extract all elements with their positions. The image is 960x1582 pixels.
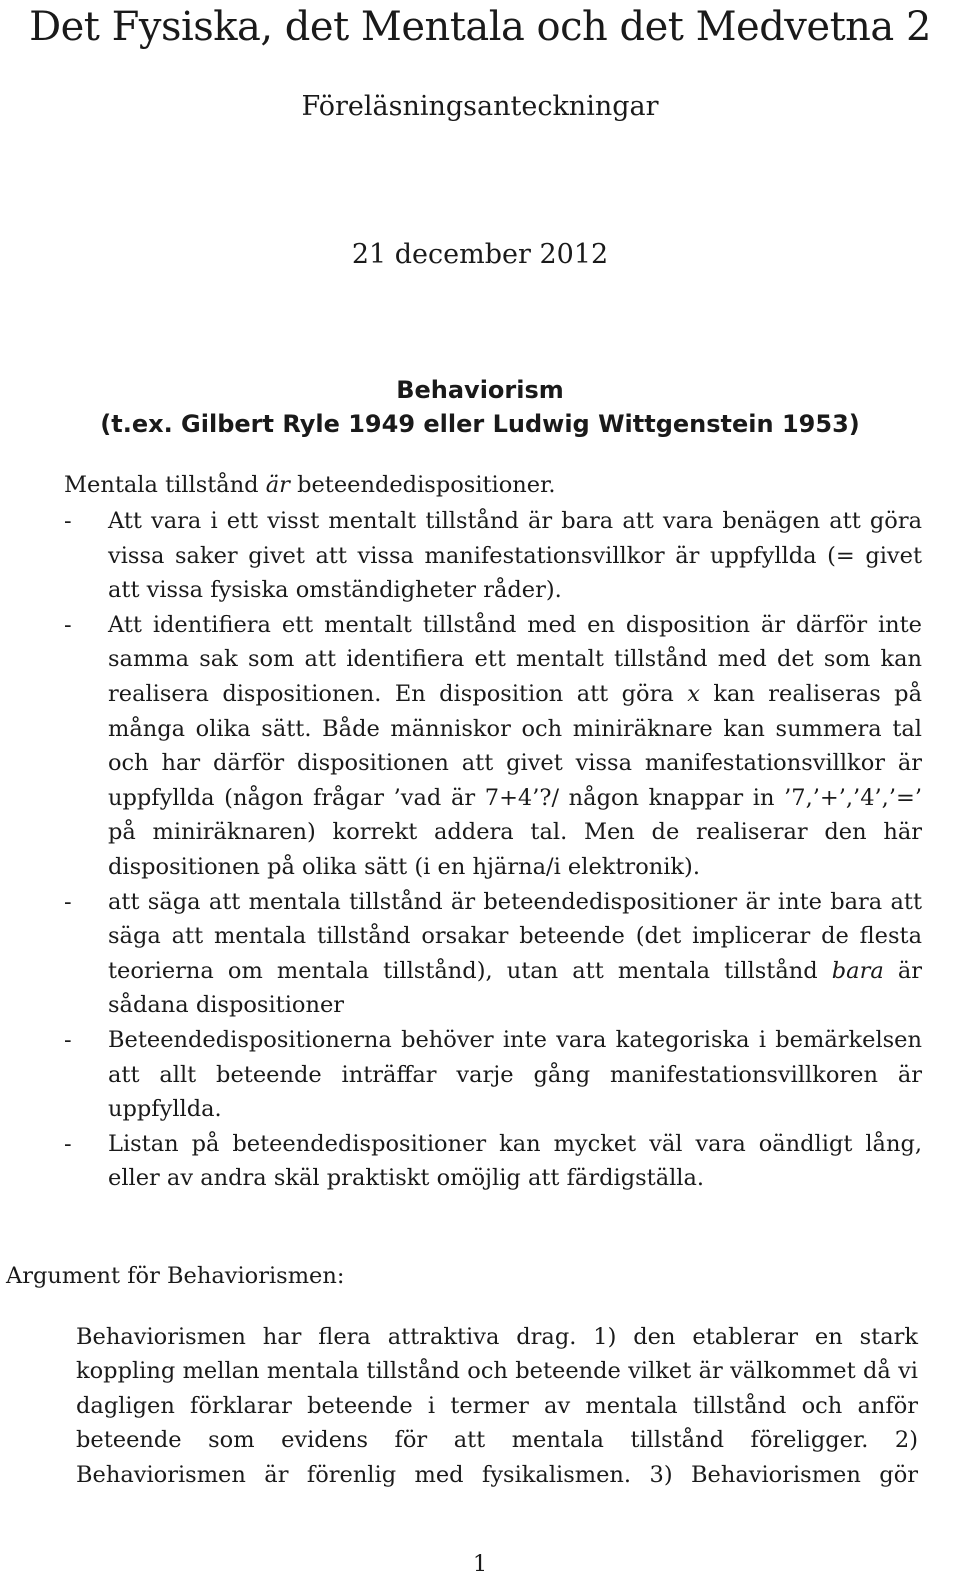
- bullet-emphasis: bara: [831, 957, 884, 984]
- section-heading: [0, 373, 960, 441]
- list-item: [64, 1023, 922, 1127]
- document-subtitle: Föreläsningsanteckningar: [301, 91, 659, 122]
- bullet-dash: -: [64, 508, 72, 534]
- bullet-list: [64, 504, 922, 1196]
- bullet-text-part-a: Att identifiera ett mentalt tillstånd med en disposition är därför inte samma sak som att identifiera ett mentalt tillstånd med det som kan realisera dispositionen. En disposition att göra: [108, 611, 922, 707]
- bullet-dash: -: [64, 1130, 72, 1157]
- document-title: Det Fysiska, det Mentala och det Medvetna 2: [29, 4, 931, 50]
- intro-text-after: beteendedispositioner.: [289, 472, 556, 498]
- bullet-text-part-a: att säga att mentala tillstånd är beteendedispositioner är inte bara att säga att mentala tillstånd orsakar beteende (det implicerar de flesta teorierna om mentala tillstånd), utan att mentala tillstånd: [108, 888, 922, 984]
- bullet-text-part-b: är sådana dispositioner: [108, 957, 923, 1019]
- bullet-text-part-b: kan realiseras på många olika sätt. Både människor och miniräknare kan summera tal och har därför dispositionen att givet vissa manifestationsvillkor är uppfyllda (någon frågar ’vad är 7+4’?/ någon knappar in ’7,’+’,’4’,’=’ på miniräknaren) korrekt addera tal. Men de realiserar den här dispositionen på olika sätt (i en hjärna/i elektronik).: [108, 680, 922, 880]
- argument-heading: Argument för Behaviorismen:: [6, 1263, 345, 1289]
- list-item: [64, 608, 922, 885]
- section-subtitle: (t.ex. Gilbert Ryle 1949 eller Ludwig Wittgenstein 1953): [100, 410, 860, 438]
- section-title: Behaviorism: [396, 376, 564, 404]
- bullet-text: Att vara i ett visst mentalt tillstånd är bara att vara benägen att göra vissa saker givet att vissa manifestationsvillkor är uppfyllda (= givet att vissa fysiska omständigheter råder).: [108, 508, 922, 604]
- intro-emphasis: är: [265, 472, 290, 498]
- bullet-math-variable: x: [687, 680, 700, 707]
- document-date: 21 december 2012: [351, 239, 609, 270]
- bullet-dash: -: [64, 888, 72, 915]
- bullet-text: Beteendedispositionerna behöver inte vara kategoriska i bemärkelsen att allt beteende inträffar varje gång manifestationsvillkoren är uppfyllda.: [108, 1026, 922, 1123]
- section-intro: [64, 468, 556, 503]
- argument-paragraph: Behaviorismen har flera attraktiva drag. 1) den etablerar en stark koppling mellan mentala tillstånd och beteende vilket är välkommet då vi dagligen förklarar beteende i termer av mentala tillstånd och anför beteende som evidens för att mentala tillstånd föreligger. 2) Behaviorismen är förenlig med fysikalismen. 3) Behaviorismen gör: [76, 1324, 918, 1488]
- list-item: [64, 885, 922, 1023]
- bullet-dash: -: [64, 611, 72, 638]
- intro-text-before: Mentala tillstånd: [64, 472, 266, 498]
- page-number: 1: [472, 1551, 488, 1577]
- bullet-text: Listan på beteendedispositioner kan mycket väl vara oändligt lång, eller av andra skäl praktiskt omöjlig att färdigställa.: [108, 1130, 922, 1192]
- list-item: [64, 1127, 922, 1196]
- list-item: [64, 504, 922, 608]
- bullet-dash: -: [64, 1026, 72, 1053]
